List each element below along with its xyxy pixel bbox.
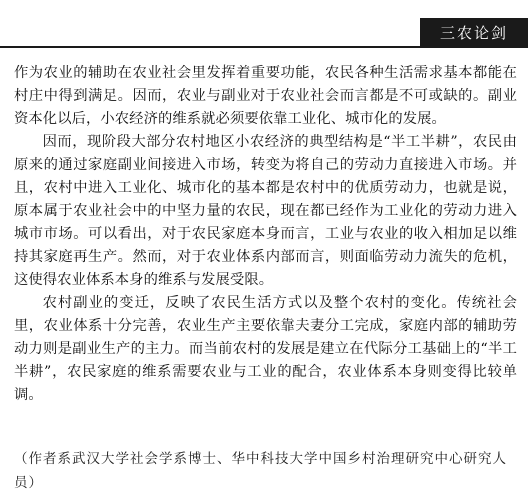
section-tag: 三农论剑 [420,18,528,48]
paragraph-continuation: 作为农业的辅助在农业社会里发挥着重要功能，农民各种生活需求基本都能在村庄中得到满足。因而，农业与副业对于农业社会而言都是不可或缺的。副业资本化以后，小农经济的维系就必须要依靠工业化、城市化的发展。 [14,65,517,127]
article-body [14,62,517,407]
paragraph: 因而，现阶段大部分农村地区小农经济的典型结构是“半工半耕”，农民由原来的通过家庭副业间接进入市场，转变为将自己的劳动力直接进入市场。并且，农村中进入工业化、城市化的基本都是农村中的优质劳动力，也就是说，原本属于农业社会中的中坚力量的农民，现在都已经作为工业化的劳动力进入城市市场。可以看出，对于农民家庭本身而言，工业与农业的收入相加足以维持其家庭再生产。然而，对于农业体系内部而言，则面临劳动力流失的危机，这使得农业体系本身的维系与发展受限。 [14,134,517,288]
paragraph: 农村副业的变迁，反映了农民生活方式以及整个农村的变化。传统社会里，农业体系十分完善，农业生产主要依靠夫妻分工完成，家庭内部的辅助劳动力则是副业生产的主力。而当前农村的发展是建立在代际分工基础上的“半工半耕”，农民家庭的维系需要农业与工业的配合，农业体系本身则变得比较单调。 [14,295,517,403]
author-note: （作者系武汉大学社会学系博士、华中科技大学中国乡村治理研究中心研究人员） [14,451,507,491]
